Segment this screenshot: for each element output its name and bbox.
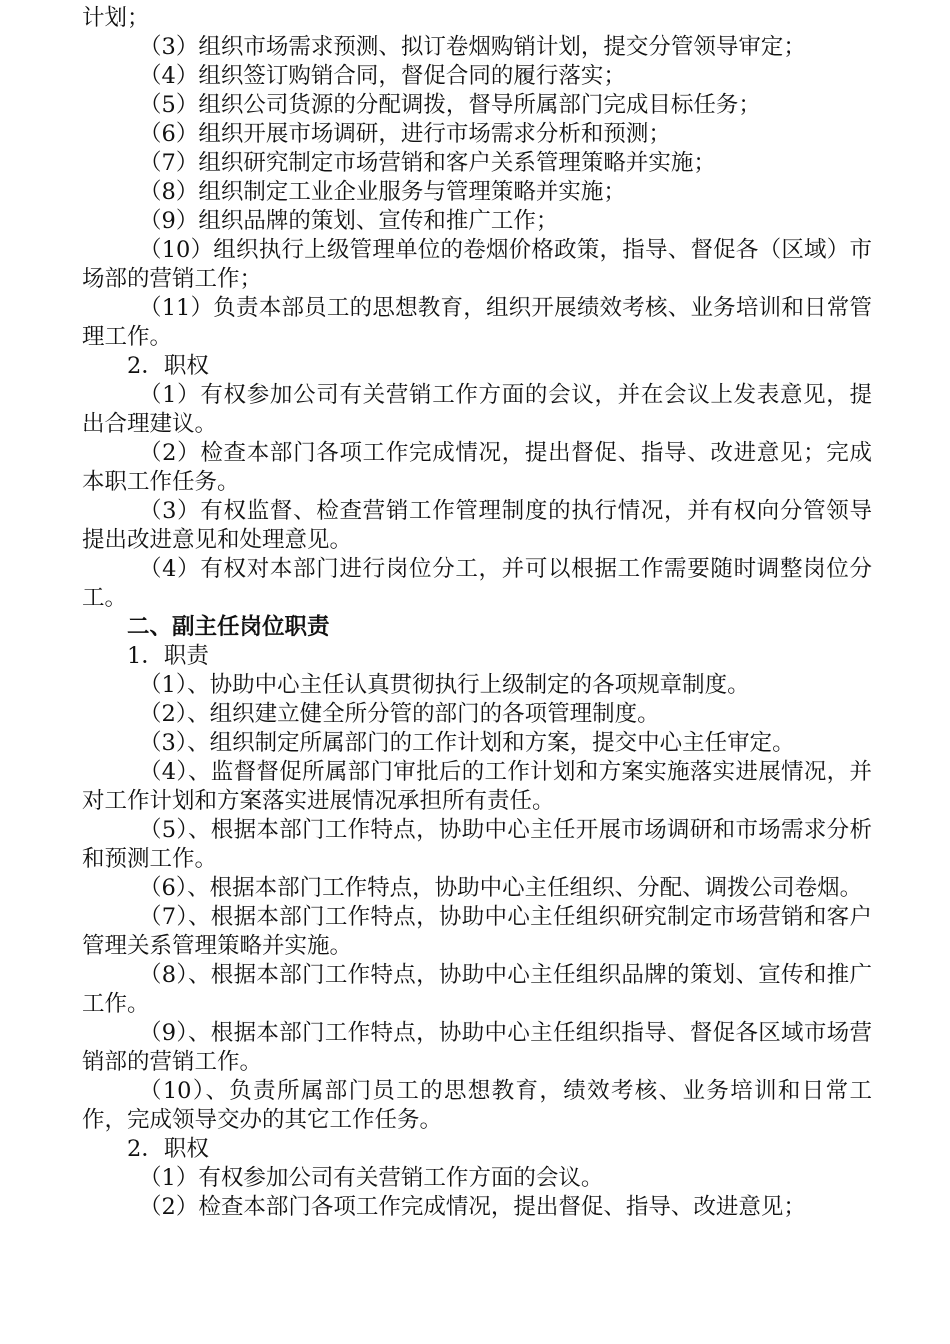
list-item: （9）、根据本部门工作特点，协助中心主任组织指导、督促各区域市场营销部的营销工作。 <box>82 1020 872 1075</box>
list-item: （8）、根据本部门工作特点，协助中心主任组织品牌的策划、宣传和推广工作。 <box>82 962 872 1017</box>
list-item: （5）组织公司货源的分配调拨，督导所属部门完成目标任务； <box>139 92 761 118</box>
section-subheading: 2．职权 <box>127 353 209 379</box>
list-item: （3）、组织制定所属部门的工作计划和方案，提交中心主任审定。 <box>139 730 795 756</box>
section-subheading: 1．职责 <box>127 643 209 669</box>
list-item: （10）、负责所属部门员工的思想教育，绩效考核、业务培训和日常工作，完成领导交办的其它工作任务。 <box>82 1078 872 1133</box>
list-item: （4）有权对本部门进行岗位分工，并可以根据工作需要随时调整岗位分工。 <box>82 556 872 611</box>
section-subheading: 2．职权 <box>127 1136 209 1162</box>
list-item: （5）、根据本部门工作特点，协助中心主任开展市场调研和市场需求分析和预测工作。 <box>82 817 872 872</box>
list-item: （3）有权监督、检查营销工作管理制度的执行情况，并有权向分管领导提出改进意见和处理意见。 <box>82 498 872 553</box>
list-item: （9）组织品牌的策划、宣传和推广工作； <box>139 208 559 234</box>
list-item: （7）、根据本部门工作特点，协助中心主任组织研究制定市场营销和客户管理关系管理策略并实施。 <box>82 904 872 959</box>
section-heading: 二、副主任岗位职责 <box>127 614 330 640</box>
list-item: （11）负责本部员工的思想教育，组织开展绩效考核、业务培训和日常管理工作。 <box>82 295 872 350</box>
list-item: （3）组织市场需求预测、拟订卷烟购销计划，提交分管领导审定； <box>139 34 806 60</box>
paragraph: 计划； <box>82 5 150 31</box>
list-item: （2）、组织建立健全所分管的部门的各项管理制度。 <box>139 701 660 727</box>
list-item: （2）检查本部门各项工作完成情况，提出督促、指导、改进意见； <box>139 1194 806 1220</box>
list-item: （6）、根据本部门工作特点，协助中心主任组织、分配、调拨公司卷烟。 <box>139 875 863 901</box>
list-item: （1）有权参加公司有关营销工作方面的会议。 <box>139 1165 604 1191</box>
list-item: （1）有权参加公司有关营销工作方面的会议，并在会议上发表意见，提出合理建议。 <box>82 382 872 437</box>
list-item: （2）检查本部门各项工作完成情况，提出督促、指导、改进意见；完成本职工作任务。 <box>82 440 872 495</box>
list-item: （8）组织制定工业企业服务与管理策略并实施； <box>139 179 626 205</box>
list-item: （4）组织签订购销合同，督促合同的履行落实； <box>139 63 626 89</box>
list-item: （4）、监督督促所属部门审批后的工作计划和方案实施落实进展情况，并对工作计划和方案落实进展情况承担所有责任。 <box>82 759 872 814</box>
list-item: （1）、协助中心主任认真贯彻执行上级制定的各项规章制度。 <box>139 672 750 698</box>
document-page <box>82 4 872 1222</box>
list-item: （10）组织执行上级管理单位的卷烟价格政策，指导、督促各（区域）市场部的营销工作； <box>82 237 872 292</box>
list-item: （7）组织研究制定市场营销和客户关系管理策略并实施； <box>139 150 716 176</box>
list-item: （6）组织开展市场调研，进行市场需求分析和预测； <box>139 121 671 147</box>
